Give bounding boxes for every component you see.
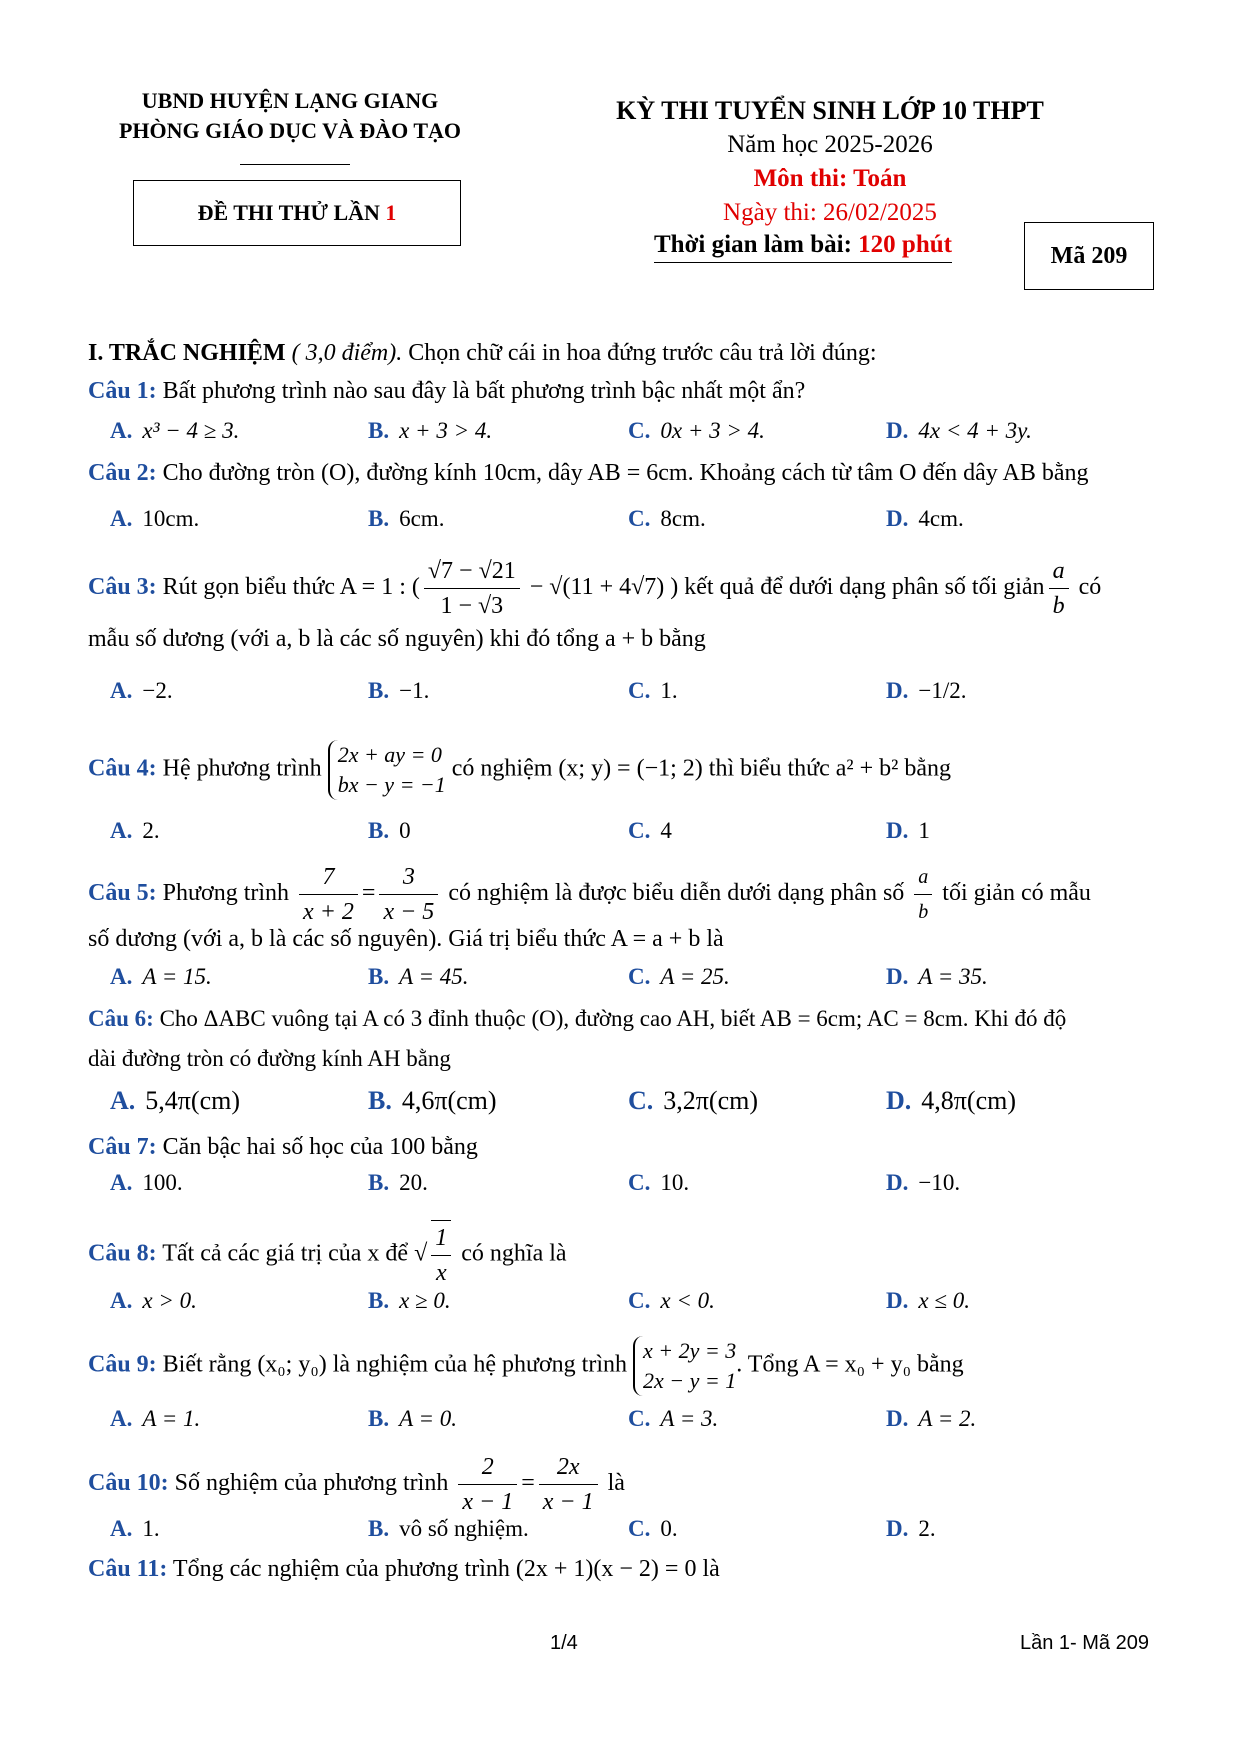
q10-option-d[interactable]: D. 2. [886, 1516, 936, 1541]
exam-box-number: 1 [385, 200, 397, 225]
question-text: Bất phương trình nào sau đây là bất phương trình bậc nhất một ẩn? [156, 378, 806, 404]
fraction: $\frac{2x}{x - 1}$ [539, 1450, 598, 1519]
q8-option-d[interactable]: D. x ≤ 0. [886, 1288, 970, 1313]
q9-option-d[interactable]: D. A = 2. [886, 1406, 977, 1431]
question-text: Cho ΔABC vuông tại A có 3 đỉnh thuộc (O), đường cao AH, biết AB = 6cm; AC = 8cm. Khi đó độ [153, 1006, 1067, 1031]
question-3-line-2: mẫu số dương (với a, b là các số nguyên) khi đó tổng a + b bằng [88, 626, 706, 652]
question-text: có nghĩa là [455, 1240, 567, 1267]
q2-option-b[interactable]: B. 6cm. [368, 506, 445, 531]
q5-option-a[interactable]: A. A = 15. [110, 964, 212, 989]
q10-option-c[interactable]: C. 0. [628, 1516, 678, 1541]
question-text: có nghiệm (x; y) = (−1; 2) thì biểu thức a² + b² bằng [445, 755, 951, 782]
q7-option-d[interactable]: D. −10. [886, 1170, 961, 1195]
org-name [100, 86, 480, 146]
question-label: Câu 9: [88, 1351, 157, 1378]
question-10: Câu 10: Số nghiệm của phương trình $\frac{2}{x - 1}$ = $\frac{2x}{x - 1}$ là [88, 1450, 1168, 1519]
section-points: ( 3,0 điểm). [285, 340, 403, 366]
exam-title: KỲ THI TUYỂN SINH LỚP 10 THPT [616, 96, 1044, 125]
exam-box [133, 180, 461, 246]
q8-option-b[interactable]: B. x ≥ 0. [368, 1288, 451, 1313]
question-label: Câu 7: [88, 1134, 157, 1160]
question-text: Căn bậc hai số học của 100 bằng [156, 1134, 478, 1160]
question-label: Câu 1: [88, 378, 157, 404]
question-6 [88, 1002, 1168, 1036]
q5-option-b[interactable]: B. A = 45. [368, 964, 469, 989]
q3-option-c[interactable]: C. 1. [628, 678, 678, 703]
q4-option-c[interactable]: C. 4 [628, 818, 672, 843]
exam-info [580, 94, 1080, 230]
question-text: có nghiệm là được biểu diễn dưới dạng phân số [442, 880, 911, 907]
q8-option-c[interactable]: C. x < 0. [628, 1288, 715, 1313]
q6-option-d[interactable]: D. 4,8π(cm) [886, 1086, 1016, 1115]
question-label: Câu 10: [88, 1470, 169, 1497]
question-text: . Tổng A = x₀ + y₀ bằng [736, 1351, 964, 1378]
q2-option-a[interactable]: A. 10cm. [110, 506, 200, 531]
question-5-line-2: số dương (với a, b là các số nguyên). Giá trị biểu thức A = a + b là [88, 926, 724, 952]
exam-box-text: ĐỀ THI THỬ LẦN [197, 200, 386, 225]
question-text: Hệ phương trình [156, 755, 328, 782]
question-text: Biết rằng (x₀; y₀) là nghiệm của hệ phương trình [156, 1351, 633, 1378]
question-4 [88, 740, 1168, 800]
fraction: $\frac{1}{x}$ [431, 1220, 451, 1290]
q6-option-b[interactable]: B. 4,6π(cm) [368, 1086, 497, 1115]
question-label: Câu 4: [88, 755, 157, 782]
question-text: Phương trình [156, 880, 296, 907]
question-label: Câu 2: [88, 460, 157, 486]
question-text: Cho đường tròn (O), đường kính 10cm, dây AB = 6cm. Khoảng cách từ tâm O đến dây AB bằng [156, 460, 1089, 486]
q1-option-c[interactable]: C. 0x + 3 > 4. [628, 418, 765, 443]
section-instruction: Chọn chữ cái in hoa đứng trước câu trả lời đúng: [402, 340, 877, 366]
subject: Môn thi: Toán [753, 165, 907, 192]
q7-option-b[interactable]: B. 20. [368, 1170, 428, 1195]
q1-option-d[interactable]: D. 4x < 4 + 3y. [886, 418, 1032, 443]
question-label: Câu 8: [88, 1240, 157, 1267]
question-3: Câu 3: Rút gọn biểu thức A = 1 : ( $\frac{√7 - √21}{1 - √3}$ − √(11 + 4√7) ) kết quả để dưới dạng phân số tối giản $\frac{a}{b}$ có [88, 554, 1168, 623]
question-6-line-2: dài đường tròn có đường kính AH bằng [88, 1046, 451, 1071]
question-11 [88, 1552, 1168, 1586]
time-value: 120 phút [858, 231, 952, 258]
question-text: − √(11 + 4√7) ) kết quả để dưới dạng phân số tối giản [523, 574, 1045, 601]
q1-option-b[interactable]: B. x + 3 > 4. [368, 418, 493, 443]
org-line-2: PHÒNG GIÁO DỤC VÀ ĐÀO TẠO [118, 118, 462, 143]
equation-system: 2x + ay = 0 bx − y = −1 [328, 740, 446, 800]
equation-system: x + 2y = 3 2x − y = 1 [633, 1336, 736, 1396]
question-text: Số nghiệm của phương trình [168, 1470, 455, 1497]
org-underline [240, 164, 350, 165]
time-allowed [654, 228, 952, 263]
question-1 [88, 374, 1168, 408]
q8-option-a[interactable]: A. x > 0. [110, 1288, 197, 1313]
page-number: 1/4 [550, 1632, 578, 1654]
q4-option-d[interactable]: D. 1 [886, 818, 930, 843]
q4-option-b[interactable]: B. 0 [368, 818, 411, 843]
fraction: $\frac{a}{b}$ [914, 860, 932, 929]
school-year: Năm học 2025-2026 [727, 131, 933, 158]
exam-code-box: Mã 209 [1024, 222, 1154, 290]
q1-option-a[interactable]: A. x³ − 4 ≥ 3. [110, 418, 240, 443]
q7-option-c[interactable]: C. 10. [628, 1170, 690, 1195]
question-5: Câu 5: Phương trình $\frac{7}{x + 2}$ = $\frac{3}{x - 5}$ có nghiệm là được biểu diễn dưới dạng phân số $\frac{a}{b}$ tối giản có mẫu [88, 860, 1168, 929]
question-label: Câu 11: [88, 1556, 168, 1582]
q6-option-a[interactable]: A. 5,4π(cm) [110, 1086, 240, 1115]
question-text: Tất cả các giá trị của x để √ [156, 1240, 428, 1267]
exam-date: Ngày thi: 26/02/2025 [723, 199, 937, 226]
org-line-1: UBND HUYỆN LẠNG GIANG [141, 88, 439, 113]
q4-option-a[interactable]: A. 2. [110, 818, 160, 843]
q9-option-c[interactable]: C. A = 3. [628, 1406, 719, 1431]
question-9 [88, 1336, 1168, 1396]
question-text: Tổng các nghiệm của phương trình (2x + 1)(x − 2) = 0 là [167, 1556, 720, 1582]
question-text: là [601, 1470, 625, 1497]
footer-code: Lần 1- Mã 209 [1020, 1632, 1149, 1654]
q5-option-c[interactable]: C. A = 25. [628, 964, 730, 989]
q5-option-d[interactable]: D. A = 35. [886, 964, 988, 989]
fraction: $\frac{a}{b}$ [1049, 554, 1069, 623]
question-label: Câu 3: [88, 574, 157, 601]
question-7 [88, 1130, 1168, 1164]
section-title: I. TRẮC NGHIỆM [88, 340, 286, 366]
question-label: Câu 5: [88, 880, 157, 907]
fraction: $\frac{√7 - √21}{1 - √3}$ [424, 554, 520, 623]
q3-option-b[interactable]: B. −1. [368, 678, 430, 703]
question-label: Câu 6: [88, 1006, 154, 1031]
fraction: $\frac{2}{x - 1}$ [458, 1450, 517, 1519]
question-text: Rút gọn biểu thức A = 1 : ( [156, 574, 420, 601]
q7-option-a[interactable]: A. 100. [110, 1170, 183, 1195]
q10-option-b[interactable]: B. vô số nghiệm. [368, 1516, 529, 1541]
q3-option-a[interactable]: A. −2. [110, 678, 173, 703]
time-label: Thời gian làm bài: [654, 231, 859, 258]
q6-option-c[interactable]: C. 3,2π(cm) [628, 1086, 758, 1115]
q9-option-a[interactable]: A. A = 1. [110, 1406, 201, 1431]
question-8 [88, 1220, 1168, 1290]
question-2 [88, 456, 1168, 490]
q2-option-d[interactable]: D. 4cm. [886, 506, 964, 531]
q3-option-d[interactable]: D. −1/2. [886, 678, 967, 703]
q9-option-b[interactable]: B. A = 0. [368, 1406, 457, 1431]
section-heading [88, 336, 1168, 370]
fraction: $\frac{7}{x + 2}$ [299, 860, 358, 929]
q10-option-a[interactable]: A. 1. [110, 1516, 160, 1541]
fraction: $\frac{3}{x - 5}$ [379, 860, 438, 929]
q2-option-c[interactable]: C. 8cm. [628, 506, 706, 531]
